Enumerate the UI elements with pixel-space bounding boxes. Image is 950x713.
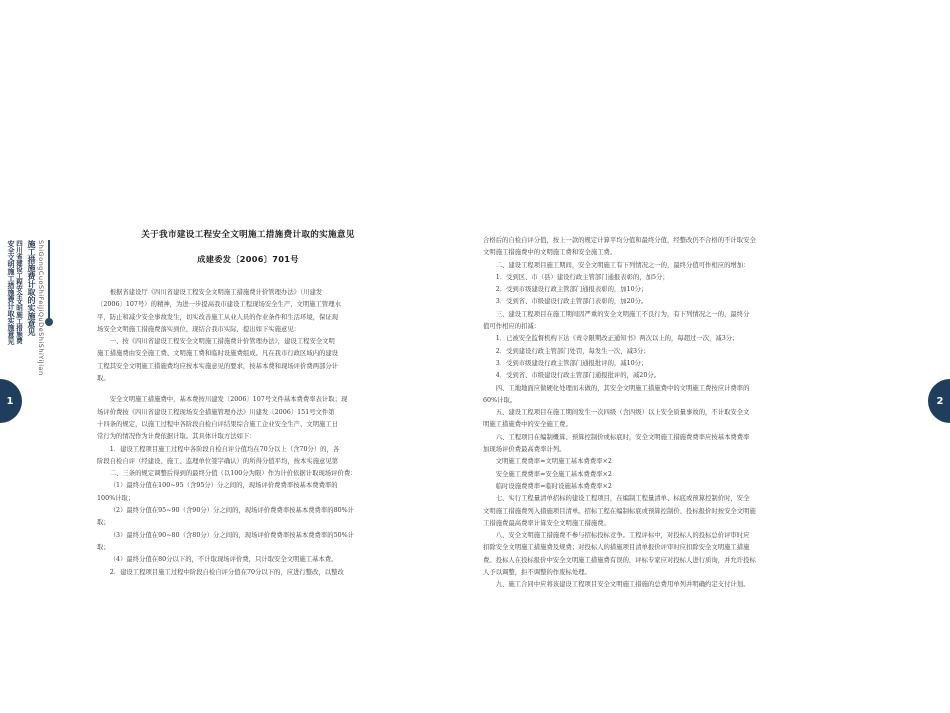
text-line: 合格后的自检自评分值，按上一款的规定计算平均分值和最终分值，经整改仍不合格的不计取安全: [483, 237, 756, 244]
text-line: 安全施工费费率=安全施工基本费费率×2: [495, 470, 612, 478]
text-line: 加现场评价费最高费率计列。: [483, 446, 566, 454]
text-line: 取；: [97, 519, 110, 527]
document-title: 关于我市建设工程安全文明施工措施费计取的实施意见: [141, 230, 355, 240]
sidebar-line-2: 四川省建设工程安全文明施工措施费: [15, 240, 23, 344]
text-line: 费。投标人在投标报价中安全文明施工措施费有误的，评标专家应对投标人进行质询，并允许投标: [483, 556, 756, 564]
text-line: 常行为的情况作为计费依据计取。其具体计取方法如下：: [97, 433, 256, 441]
page-number-left: 1: [0, 379, 22, 423]
right-page-body: [483, 235, 808, 592]
text-line: 四、工地地面应做硬化处理而未做的，其安全文明施工措施费中的文明施工费按应计费率的: [495, 384, 750, 392]
text-line: 1．已被安全监督机构下达《责令限期改正通知书》两次以上的，每超过一次，减3分；: [495, 335, 739, 343]
text-line: 十四条的规定，以施工过程中各阶段自检自评结果综合施工企业安全生产、文明施工日: [97, 420, 339, 428]
text-line: 阶段自检自评（经建设、施工、监理单位签字确认）的所得分值平均，按本实施意见第: [97, 457, 339, 465]
text-line: 二、建设工程项目施工期间，安全文明施工有下列情况之一的，最终分值可作相应的增加：: [495, 261, 750, 269]
sidebar-stamp: [6, 240, 68, 376]
text-line: 2．受到建设行政主管部门处罚，每发生一次，减3分；: [495, 347, 650, 355]
text-line: （1）最终分值在100~95（含95分）分之间的，现场评价费费率按基本费费率的: [109, 482, 338, 490]
text-line: 60%计取。: [483, 396, 517, 404]
text-line: 1．建设工程项目施工过程中各阶段自检自评分值均在70分以上（含70分）的，各: [109, 445, 340, 453]
text-line: 文明施工措施费中的文明施工费和安全施工费。: [483, 249, 617, 257]
text-line: 文明施工措施费列入措施项目清单。招标工程在编制标底或预算控制价、投标报价时按安全文明施: [483, 507, 756, 515]
text-line: 2．受到市级建设行政主管部门通报表彰的，加10分；: [495, 286, 648, 294]
text-line: 九、施工合同中应将该建设工程项目安全文明施工措施的总费用单列并明确约定支付计划。: [495, 581, 750, 589]
text-line: 取；: [97, 543, 110, 551]
text-line: 扣除安全文明施工措施费及规费；对投标人的措施项目清单报价评审时应扣除安全文明施工措施: [483, 544, 750, 552]
text-line: 1．受到区、市（县）建设行政主管部门通报表彰的，加5分；: [495, 273, 669, 281]
sidebar-line-1: 安全文明施工措施费计取实施意见: [7, 240, 15, 345]
text-line: 二、三条的规定调整后得到的最终分值（以100分为限）作为计价依据计取现场评价费：: [109, 470, 357, 478]
document-number: 成建委发〔2006〕701号: [197, 254, 299, 264]
text-line: 场安全文明施工措施费落实到位，现结合我市实际，提出如下实施意见：: [97, 325, 301, 333]
paragraph-gap: [97, 385, 399, 394]
text-line: 安全文明施工措施费中，基本费按川建发〔2006〕107号文件基本费费率表计取；现: [109, 396, 348, 404]
sidebar-dot: [45, 318, 53, 326]
text-line: 六、工程项目在编制概算、预算控制价或标底时，安全文明施工措施费费率应按基本费费率: [495, 433, 750, 441]
page-number-right: 2: [928, 379, 950, 423]
sidebar-rule: [48, 240, 50, 320]
right-page: [483, 235, 808, 592]
text-line: 八、安全文明施工措施费不参与招标投标竞争。工程评标中，对投标人的投标总价评审时应: [495, 532, 750, 540]
sidebar-line-4: ShiGongCuoShiFeiJiQuDeShiShiYiJian: [37, 240, 45, 376]
text-line: 取。: [97, 375, 110, 383]
text-line: 一、按《四川省建设工程安全文明施工措施费计价管理办法》，建设工程安全文明: [109, 338, 335, 346]
text-line: 三、建设工程项目在施工期间因严重的安全文明施工不良行为，有下列情况之一的，最终分: [495, 310, 750, 318]
text-line: 平，防止和减少安全事故发生，切实改善施工从业人员的作业条件和生活环境，保证现: [97, 313, 339, 321]
text-line: （2）最终分值在95~90（含90分）分之间的，现场评价费费率按基本费费率的80%计: [109, 507, 355, 515]
text-line: 2．建设工程项目施工过程中阶段自检自评分值在70分以下的，应进行整改，以整改: [109, 568, 344, 576]
text-line: 根据省建设厅《四川省建设工程安全文明施工措施费计价管理办法》（川建发: [109, 289, 323, 296]
sidebar-line-3: 施工措施费计取的实施意见: [27, 240, 36, 336]
text-line: 五、建设工程项目在施工期间发生一次四级（含四级）以上安全质量事故的，不计取安全文: [495, 409, 750, 417]
text-line: 人予以调整，拒不调整的作废标处理。: [483, 569, 591, 577]
text-line: 〔2006〕107号）的精神，为进一步提高我市建设工程现场安全生产、文明施工管理水: [97, 301, 341, 309]
text-line: 4．受到省、市级建设行政主管部门通报批评的，减20分。: [495, 372, 661, 380]
text-line: 文明施工费费率=文明施工基本费费率×2: [495, 458, 612, 466]
text-line: （3）最终分值在90~80（含80分）分之间的，现场评价费费率按基本费费率的50%计: [109, 531, 355, 539]
left-page-body: [97, 287, 399, 579]
text-line: （4）最终分值在80分以下的，不计取现场评价费，只计取安全文明施工基本费。: [109, 556, 338, 564]
text-line: 3．受到省、市级建设行政主管部门表彰的，加20分。: [495, 298, 648, 306]
text-line: 明施工措施费中的安全施工费。: [483, 421, 572, 429]
text-line: 工措施费最高费率计算安全文明施工措施费。: [483, 519, 610, 527]
text-line: 场评价费按《四川省建设工程现场安全措施管理办法》川建发〔2006〕151号文件第: [97, 408, 335, 416]
left-page: [97, 228, 399, 579]
text-line: 七、实行工程量清单招标的建设工程项目，在编制工程量清单、标底或预算控制价时，安全: [495, 495, 750, 503]
text-line: 施工措施费由安全施工费、文明施工费和临时设施费组成。凡在我市行政区域内的建设: [97, 350, 339, 358]
text-line: 临时设施费费率=临时设施基本费费率×2: [495, 482, 612, 490]
text-line: 值可作相应的扣减：: [483, 323, 541, 331]
text-line: 工程其安全文明施工措施费均应按本实施意见的要求，按基本费和现场评价费两部分计: [97, 362, 339, 370]
text-line: 100%计取；: [97, 494, 135, 502]
text-line: 3．受到市级建设行政主管部门通报批评的，减10分；: [495, 359, 648, 367]
